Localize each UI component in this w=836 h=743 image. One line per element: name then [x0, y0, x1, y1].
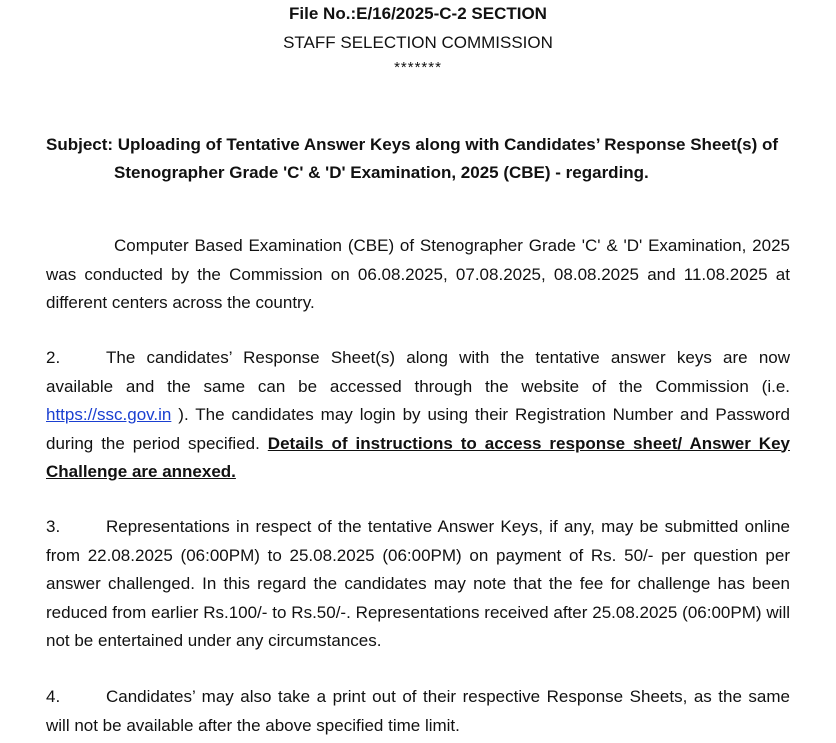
paragraph-2	[46, 344, 790, 487]
subject-line-2: Stenographer Grade 'C' & 'D' Examination, 2025 (CBE) - regarding.	[114, 163, 649, 182]
ssc-website-link[interactable]: https://ssc.gov.in	[46, 405, 172, 424]
paragraph-4-number: 4.	[46, 687, 61, 706]
paragraph-4	[46, 683, 790, 740]
paragraph-3	[46, 513, 790, 656]
subject-line-1: Subject: Uploading of Tentative Answer Keys along with Candidates’ Response Sheet(s) of	[46, 135, 779, 154]
paragraph-1	[46, 232, 790, 318]
subject-heading	[46, 131, 796, 187]
paragraph-2-number: 2.	[46, 348, 61, 367]
paragraph-3-text: Representations in respect of the tentative Answer Keys, if any, may be submitted online from 22.08.2025 (06:00PM) to 25.08.2025 (06:00PM) on payment of Rs. 50/- per question per answer challenged. In this regard the candidates may note that the fee for challenge has been reduced from earlier Rs.100/- to Rs.50/-. Representations received after 25.08.2025 (06:00PM) will not be entertained under any circumstances.	[46, 517, 790, 650]
paragraph-3-number: 3.	[46, 517, 61, 536]
annexure-note: Details of instructions to access response sheet/ Answer Key Challenge are annexed.	[46, 433, 790, 481]
separator-stars: *******	[394, 59, 442, 76]
file-number: File No.:E/16/2025-C-2 SECTION	[289, 4, 547, 23]
paragraph-1-text: Computer Based Examination (CBE) of Stenographer Grade 'C' & 'D' Examination, 2025 was conducted by the Commission on 06.08.2025, 07.08.2025, 08.08.2025 and 11.08.2025 at different centers across the country.	[46, 236, 790, 312]
organisation-name: STAFF SELECTION COMMISSION	[283, 33, 553, 52]
paragraph-4-text: Candidates’ may also take a print out of their respective Response Sheets, as the same will not be available after the above specified time limit.	[46, 687, 790, 735]
paragraph-2-text-b: ). The candidates may login by using their Registration Number and Password during the period specified.	[46, 405, 790, 453]
paragraph-2-text-a: The candidates’ Response Sheet(s) along with the tentative answer keys are now available and the same can be accessed through the website of the Commission (i.e.	[46, 348, 790, 396]
